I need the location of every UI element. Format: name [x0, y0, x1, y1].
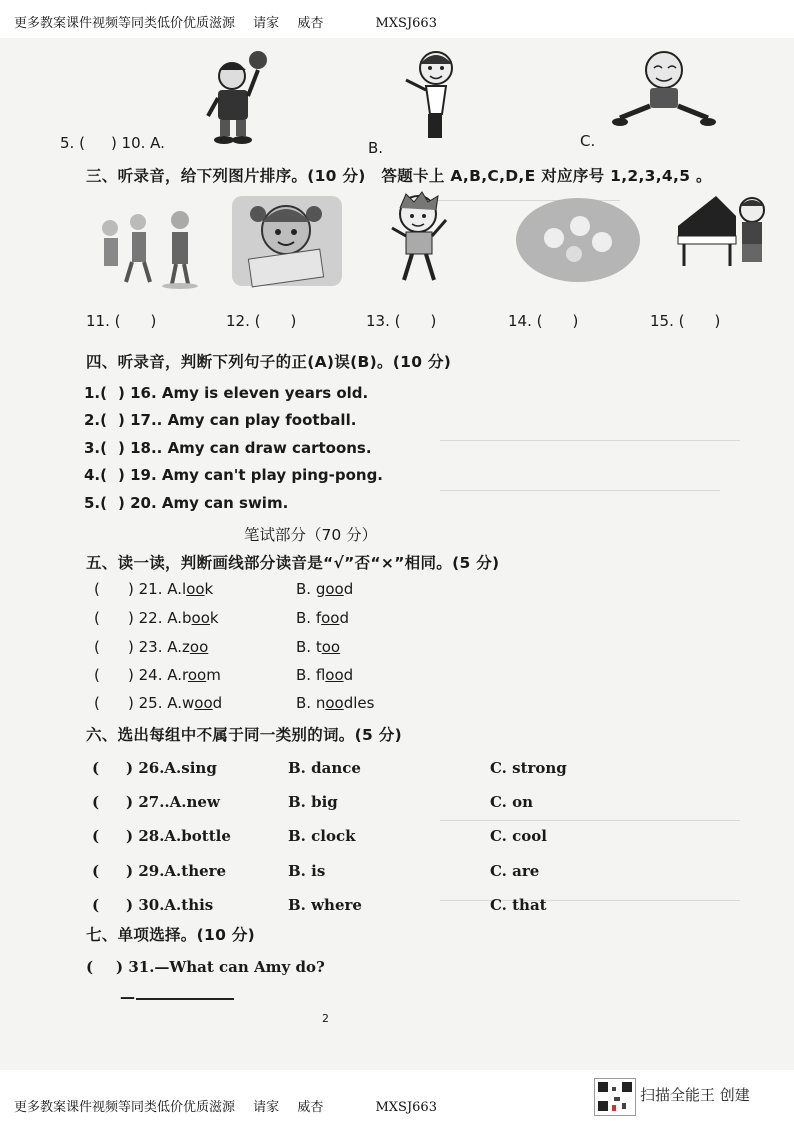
q24-b-underlined: oo	[325, 666, 344, 684]
option-c-label: C.	[580, 132, 596, 150]
q27-option-a: ) 27..A.new	[126, 793, 220, 811]
bottom-banner-code: MXSJ663	[375, 1100, 437, 1115]
q17-text: ) 17.. Amy can play football.	[118, 411, 357, 429]
q23-b-pre: B. t	[296, 638, 322, 656]
section-7-heading: 七、单项选择。(10 分)	[86, 926, 256, 944]
q26-option-b: B. dance	[288, 759, 361, 777]
q21-a-underlined: oo	[186, 580, 205, 598]
answer-15: 15. ( )	[650, 312, 721, 330]
question-19	[84, 466, 383, 484]
bleed-line	[440, 820, 740, 831]
q24-num: ) 24. A.	[128, 666, 183, 684]
question-17	[84, 411, 356, 429]
boy-piano-picture	[672, 186, 772, 272]
q17-paren: 2.(	[84, 411, 107, 429]
banner-name: 威杏	[297, 16, 324, 31]
q22-row	[94, 609, 219, 627]
top-banner	[14, 12, 437, 31]
q28-option-c: C. cool	[490, 827, 547, 845]
answer-14: 14. ( )	[508, 312, 579, 330]
q25-b-pre: B. n	[296, 694, 326, 712]
option-b-label: B.	[368, 139, 384, 157]
q22-a-underlined: oo	[191, 609, 210, 627]
q24-b-pre: B. fl	[296, 666, 326, 684]
written-part-heading: 笔试部分（70 分）	[244, 526, 378, 544]
q28-paren: (	[92, 827, 100, 845]
q25-paren: (	[94, 694, 100, 712]
question-5-line	[60, 134, 165, 152]
q25-a-underlined: oo	[194, 694, 213, 712]
q21-option-b	[296, 580, 353, 598]
q23-a-underlined: oo	[189, 638, 209, 656]
q21-a-pre: l	[182, 580, 187, 598]
q28-row	[92, 827, 231, 845]
q18-text: ) 18.. Amy can draw cartoons.	[118, 439, 372, 457]
q26-option-a: ) 26.A.sing	[126, 759, 217, 777]
q22-a-post: k	[209, 609, 219, 627]
boy-basketball-picture	[196, 50, 276, 146]
q27-paren: (	[92, 793, 100, 811]
q31-dash: —	[120, 988, 135, 1006]
q16-paren: 1.(	[84, 384, 107, 402]
q24-b-post: d	[343, 666, 354, 684]
q20-paren: 5.(	[84, 494, 107, 512]
q22-b-pre: B. f	[296, 609, 322, 627]
bottom-banner-text: 更多教案课件视频等同类低价优质滋源	[14, 1100, 236, 1115]
q25-row	[94, 694, 222, 712]
q23-option-b	[296, 638, 340, 656]
q27-row	[92, 793, 220, 811]
q21-b-pre: B. g	[296, 580, 326, 598]
q25-num: ) 25. A.	[128, 694, 183, 712]
question-31	[86, 958, 325, 976]
answer-12: 12. ( )	[226, 312, 297, 330]
q19-text: ) 19. Amy can't play ping-pong.	[118, 466, 384, 484]
q21-row	[94, 580, 213, 598]
kids-ping-pong-picture	[92, 204, 202, 290]
boy-stretching-picture	[384, 188, 454, 288]
q23-num: ) 23. A.	[128, 638, 183, 656]
q29-option-a: ) 29.A.there	[126, 862, 227, 880]
bottom-banner	[14, 1096, 437, 1115]
q18-paren: 3.(	[84, 439, 107, 457]
q21-b-underlined: oo	[325, 580, 344, 598]
q5-text: ) 10. A.	[110, 134, 165, 152]
q5-paren: 5. (	[60, 134, 85, 152]
girl-drawing-picture	[228, 192, 346, 290]
bleed-line	[440, 900, 740, 911]
q21-num: ) 21. A.	[128, 580, 183, 598]
q22-num: ) 22. A.	[128, 609, 183, 627]
q30-option-c: C. that	[490, 896, 547, 914]
q25-a-post: d	[212, 694, 223, 712]
q22-option-b	[296, 609, 349, 627]
q24-row	[94, 666, 221, 684]
q31-text: ) 31.—What can Amy do?	[116, 958, 325, 976]
q29-option-b: B. is	[288, 862, 326, 880]
q27-option-c: C. on	[490, 793, 534, 811]
q24-a-post: m	[206, 666, 221, 684]
q23-paren: (	[94, 638, 100, 656]
q30-row	[92, 896, 213, 914]
section-3-heading: 三、听录音，给下列图片排序。(10 分) 答题卡上 A,B,C,D,E 对应序号 1,2,3,4,5 。	[86, 167, 712, 185]
q25-option-b	[296, 694, 374, 712]
section-4-heading: 四、听录音，判断下列句子的正(A)误(B)。(10 分)	[86, 353, 452, 371]
q25-b-underlined: oo	[325, 694, 344, 712]
q25-b-post: dles	[343, 694, 375, 712]
q21-paren: (	[94, 580, 100, 598]
girl-karate-picture	[392, 44, 468, 140]
bleed-line	[440, 440, 740, 451]
q22-b-post: d	[339, 609, 349, 627]
page-number: 2	[322, 1012, 329, 1025]
q23-a-pre: z	[182, 638, 190, 656]
q29-paren: (	[92, 862, 100, 880]
q16-text: ) 16. Amy is eleven years old.	[118, 384, 369, 402]
q26-paren: (	[92, 759, 100, 777]
q27-option-b: B. big	[288, 793, 338, 811]
question-18	[84, 439, 372, 457]
q21-a-post: k	[204, 580, 214, 598]
q22-a-pre: b	[182, 609, 192, 627]
answer-13: 13. ( )	[366, 312, 437, 330]
answer-11: 11. ( )	[86, 312, 157, 330]
question-16	[84, 384, 368, 402]
banner-code: MXSJ663	[375, 16, 437, 31]
question-20	[84, 494, 288, 512]
section-5-heading: 五、读一读，判断画线部分读音是“√”否“×”相同。(5 分)	[86, 554, 500, 572]
q22-paren: (	[94, 609, 100, 627]
qr-code-icon	[594, 1078, 636, 1116]
q24-a-pre: r	[182, 666, 188, 684]
q30-option-b: B. where	[288, 896, 362, 914]
q25-a-pre: w	[182, 694, 195, 712]
q28-option-b: B. clock	[288, 827, 356, 845]
q26-option-c: C. strong	[490, 759, 567, 777]
q19-paren: 4.(	[84, 466, 107, 484]
bottom-banner-name: 威杏	[297, 1100, 324, 1115]
q29-row	[92, 862, 226, 880]
q29-option-c: C. are	[490, 862, 540, 880]
q30-paren: (	[92, 896, 100, 914]
bleed-line	[440, 490, 720, 501]
scanner-brand: 扫描全能王 创建	[640, 1086, 750, 1104]
q22-b-underlined: oo	[321, 609, 340, 627]
q24-paren: (	[94, 666, 100, 684]
banner-invite: 请家	[253, 16, 280, 31]
section-6-heading: 六、选出每组中不属于同一类别的词。(5 分)	[86, 726, 402, 744]
boy-jumping-picture	[612, 48, 716, 132]
answer-blank-line	[136, 998, 234, 1000]
bottom-banner-invite: 请家	[253, 1100, 280, 1115]
q23-b-underlined: oo	[321, 638, 341, 656]
q26-row	[92, 759, 217, 777]
q23-row	[94, 638, 208, 656]
q24-option-b	[296, 666, 353, 684]
q24-a-underlined: oo	[187, 666, 207, 684]
q30-option-a: ) 30.A.this	[126, 896, 214, 914]
q21-b-post: d	[343, 580, 354, 598]
q31-paren: (	[86, 958, 94, 976]
dancing-bubble-picture	[514, 196, 642, 286]
banner-text: 更多教案课件视频等同类低价优质滋源	[14, 16, 236, 31]
q20-text: ) 20. Amy can swim.	[118, 494, 289, 512]
q28-option-a: ) 28.A.bottle	[126, 827, 231, 845]
